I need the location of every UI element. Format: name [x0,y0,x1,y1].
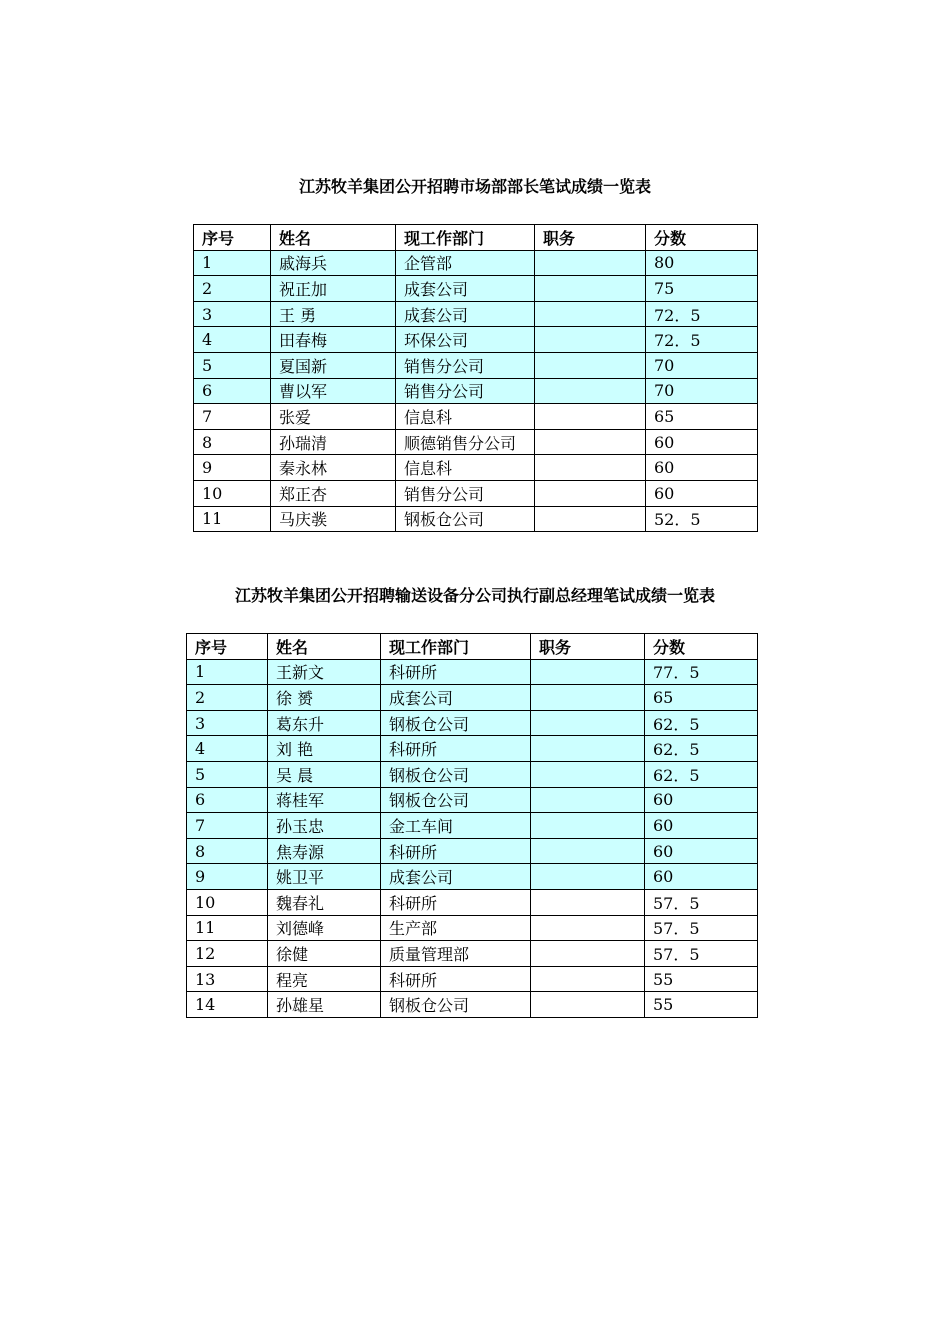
cell-position [531,685,645,711]
conveyor-vp-score-table [186,633,758,1018]
table-row [194,429,758,455]
cell-position [535,276,646,302]
header-position: 职务 [535,225,646,251]
cell-position [531,941,645,967]
cell-score: 70 [646,352,758,378]
table-row [194,455,758,481]
cell-dept: 成套公司 [381,685,531,711]
cell-dept: 成套公司 [396,276,535,302]
cell-name: 刘德峰 [268,915,381,941]
table1-title: 江苏牧羊集团公开招聘市场部部长笔试成绩一览表 [298,177,651,196]
cell-position [531,864,645,890]
table-row [194,276,758,302]
table-row [187,813,758,839]
cell-dept: 科研所 [381,659,531,685]
cell-no: 14 [187,992,268,1018]
table2-title: 江苏牧羊集团公开招聘输送设备分公司执行副总经理笔试成绩一览表 [234,586,715,605]
cell-no: 2 [187,685,268,711]
cell-position [535,404,646,430]
cell-dept: 科研所 [381,966,531,992]
cell-name: 张爱 [271,404,396,430]
cell-name: 郑正杏 [271,480,396,506]
cell-dept: 钢板仓公司 [396,506,535,532]
cell-name: 焦寿源 [268,838,381,864]
cell-dept: 信息科 [396,455,535,481]
cell-dept: 成套公司 [396,301,535,327]
table-row [187,710,758,736]
cell-no: 4 [187,736,268,762]
table-row [194,506,758,532]
cell-position [531,992,645,1018]
table-row [187,992,758,1018]
cell-position [531,889,645,915]
cell-score: 62．5 [645,761,758,787]
cell-name: 孙瑞清 [271,429,396,455]
table2-body [187,659,758,1017]
cell-name: 徐健 [268,941,381,967]
cell-dept: 成套公司 [381,864,531,890]
cell-score: 80 [646,250,758,276]
cell-position [531,710,645,736]
cell-dept: 环保公司 [396,327,535,353]
cell-dept: 钢板仓公司 [381,787,531,813]
table-row [194,352,758,378]
cell-score: 75 [646,276,758,302]
cell-name: 田春梅 [271,327,396,353]
cell-dept: 钢板仓公司 [381,710,531,736]
cell-score: 60 [646,480,758,506]
cell-name: 王新文 [268,659,381,685]
header-name: 姓名 [271,225,396,251]
cell-no: 10 [187,889,268,915]
cell-score: 52．5 [646,506,758,532]
cell-position [535,480,646,506]
table-row [187,838,758,864]
cell-position [535,301,646,327]
header-position: 职务 [531,634,645,660]
cell-dept: 销售分公司 [396,378,535,404]
cell-no: 13 [187,966,268,992]
cell-name: 祝正加 [271,276,396,302]
cell-position [531,736,645,762]
cell-no: 5 [194,352,271,378]
cell-name: 孙玉忠 [268,813,381,839]
cell-no: 3 [194,301,271,327]
cell-name: 姚卫平 [268,864,381,890]
cell-no: 11 [194,506,271,532]
cell-score: 72．5 [646,327,758,353]
table-row [187,659,758,685]
cell-dept: 科研所 [381,736,531,762]
cell-position [531,966,645,992]
table1-body [194,250,758,532]
cell-dept: 顺德销售分公司 [396,429,535,455]
cell-dept: 销售分公司 [396,480,535,506]
table-row [187,889,758,915]
cell-no: 9 [194,455,271,481]
cell-score: 77．5 [645,659,758,685]
table-row [187,736,758,762]
cell-no: 7 [187,813,268,839]
table-row [194,250,758,276]
cell-name: 程亮 [268,966,381,992]
cell-name: 马庆彂 [271,506,396,532]
cell-no: 1 [187,659,268,685]
cell-name: 夏国新 [271,352,396,378]
cell-score: 55 [645,992,758,1018]
cell-no: 12 [187,941,268,967]
cell-score: 60 [645,838,758,864]
cell-no: 8 [187,838,268,864]
cell-position [535,455,646,481]
cell-score: 65 [646,404,758,430]
cell-position [531,915,645,941]
cell-dept: 生产部 [381,915,531,941]
cell-score: 62．5 [645,736,758,762]
cell-score: 72．5 [646,301,758,327]
cell-name: 蒋桂军 [268,787,381,813]
cell-position [531,838,645,864]
table-row [187,864,758,890]
table-row [187,685,758,711]
cell-no: 1 [194,250,271,276]
cell-score: 60 [646,455,758,481]
header-score: 分数 [646,225,758,251]
cell-position [531,813,645,839]
cell-no: 4 [194,327,271,353]
cell-score: 57．5 [645,889,758,915]
cell-no: 3 [187,710,268,736]
cell-no: 10 [194,480,271,506]
cell-name: 曹以军 [271,378,396,404]
cell-position [531,761,645,787]
cell-dept: 钢板仓公司 [381,992,531,1018]
cell-position [531,787,645,813]
cell-score: 70 [646,378,758,404]
cell-name: 孙雄星 [268,992,381,1018]
cell-dept: 信息科 [396,404,535,430]
table-row [187,915,758,941]
cell-no: 6 [194,378,271,404]
header-name: 姓名 [268,634,381,660]
cell-position [535,327,646,353]
cell-no: 8 [194,429,271,455]
cell-dept: 企管部 [396,250,535,276]
header-score: 分数 [645,634,758,660]
cell-name: 戚海兵 [271,250,396,276]
cell-dept: 质量管理部 [381,941,531,967]
table-header-row [187,634,758,660]
cell-score: 60 [645,787,758,813]
cell-name: 葛东升 [268,710,381,736]
cell-no: 9 [187,864,268,890]
cell-dept: 钢板仓公司 [381,761,531,787]
cell-position [535,429,646,455]
cell-no: 11 [187,915,268,941]
cell-position [535,250,646,276]
table-row [187,761,758,787]
cell-score: 62．5 [645,710,758,736]
header-dept: 现工作部门 [396,225,535,251]
table-header-row [194,225,758,251]
cell-dept: 科研所 [381,889,531,915]
market-director-score-table [193,224,758,532]
cell-score: 65 [645,685,758,711]
cell-position [531,659,645,685]
table-row [194,404,758,430]
table-row [187,787,758,813]
cell-score: 55 [645,966,758,992]
table-row [194,327,758,353]
cell-name: 秦永林 [271,455,396,481]
cell-score: 57．5 [645,941,758,967]
table-row [194,378,758,404]
table-row [194,301,758,327]
cell-score: 60 [645,813,758,839]
table-row [194,480,758,506]
cell-name: 吴 晨 [268,761,381,787]
cell-name: 徐 赟 [268,685,381,711]
cell-position [535,378,646,404]
cell-name: 王 勇 [271,301,396,327]
cell-score: 60 [646,429,758,455]
cell-score: 57．5 [645,915,758,941]
cell-dept: 销售分公司 [396,352,535,378]
cell-dept: 金工车间 [381,813,531,839]
cell-position [535,352,646,378]
cell-no: 5 [187,761,268,787]
table-row [187,941,758,967]
cell-name: 刘 艳 [268,736,381,762]
header-no: 序号 [194,225,271,251]
cell-score: 60 [645,864,758,890]
header-no: 序号 [187,634,268,660]
cell-position [535,506,646,532]
cell-name: 魏春礼 [268,889,381,915]
cell-dept: 科研所 [381,838,531,864]
cell-no: 7 [194,404,271,430]
cell-no: 6 [187,787,268,813]
table-row [187,966,758,992]
cell-no: 2 [194,276,271,302]
header-dept: 现工作部门 [381,634,531,660]
